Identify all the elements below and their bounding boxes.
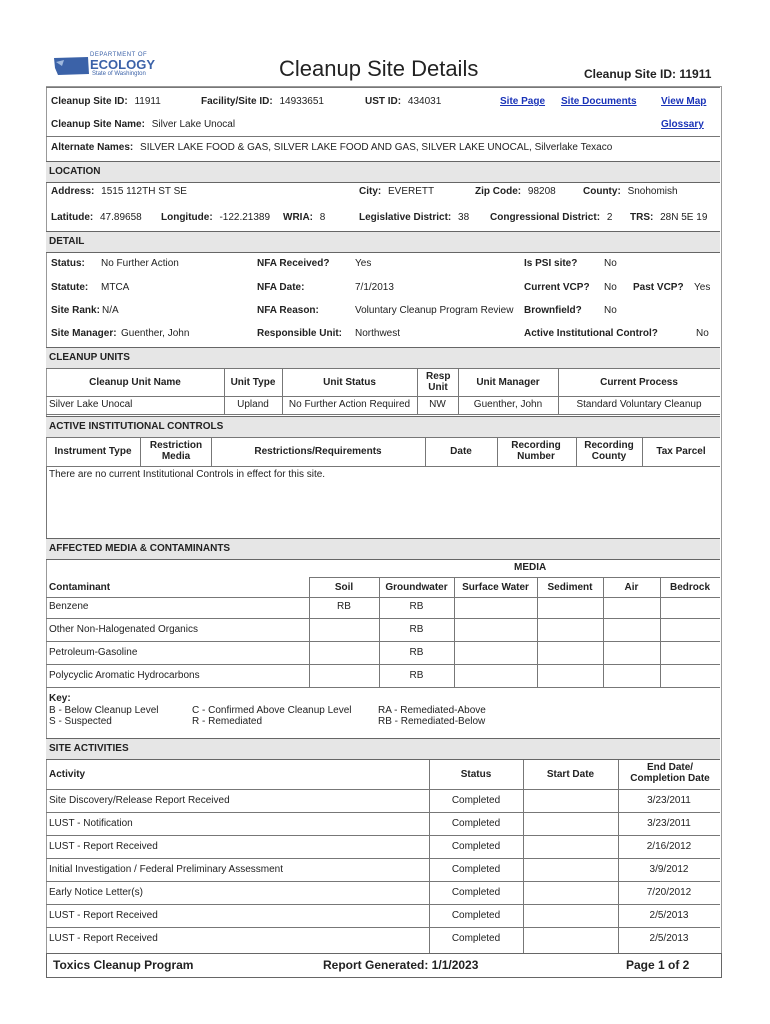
recording-county-header: Recording County — [584, 440, 634, 462]
site-documents-link[interactable]: Site Documents — [561, 96, 637, 107]
end-date-cell: 2/5/2013 — [649, 933, 689, 944]
county-value: Snohomish — [627, 186, 678, 197]
end-date-cell: 3/23/2011 — [647, 818, 691, 829]
alternate-names-value: SILVER LAKE FOOD & GAS, SILVER LAKE FOOD AND GAS, SILVER LAKE UNOCAL, Silverlake Texaco — [140, 142, 613, 153]
nfa-date-label: NFA Date: — [257, 282, 305, 293]
key-remediated: R - Remediated — [192, 716, 263, 727]
statute-label: Statute: — [51, 282, 89, 293]
activity-status-cell: Completed — [451, 818, 501, 829]
activity-status-cell: Completed — [451, 841, 501, 852]
resp-unit-cell: NW — [429, 399, 446, 410]
row-divider — [46, 904, 720, 905]
facility-id-value: 14933651 — [279, 96, 324, 107]
zip-value: 98208 — [527, 186, 556, 197]
key-suspected: S - Suspected — [49, 716, 112, 727]
site-page-link[interactable]: Site Page — [500, 96, 546, 107]
instrument-type-header: Instrument Type — [54, 446, 132, 457]
statute-value: MTCA — [101, 282, 130, 293]
facility-id-label: Facility/Site ID: — [201, 96, 273, 107]
activity-cell: Site Discovery/Release Report Received — [49, 795, 230, 806]
tax-parcel-header: Tax Parcel — [656, 446, 706, 457]
cleanup-unit-name-cell: Silver Lake Unocal — [49, 399, 133, 410]
report-generated: Report Generated: 1/1/2023 — [323, 958, 479, 972]
current-vcp-label: Current VCP? — [524, 282, 590, 293]
activity-cell: LUST - Report Received — [49, 841, 158, 852]
activity-cell: LUST - Notification — [49, 818, 133, 829]
surface-water-header: Surface Water — [462, 582, 529, 593]
status-value: No Further Action — [101, 258, 179, 269]
nfa-reason-value: Voluntary Cleanup Program Review — [355, 305, 514, 316]
activity-status-cell: Completed — [451, 933, 501, 944]
groundwater-cell: RB — [409, 601, 424, 612]
washington-map-icon — [52, 54, 92, 78]
nfa-date-value: 7/1/2013 — [355, 282, 394, 293]
groundwater-cell: RB — [409, 670, 424, 681]
end-date-cell: 3/23/2011 — [647, 795, 691, 806]
institutional-controls-section-header: ACTIVE INSTITUTIONAL CONTROLS — [46, 416, 720, 438]
end-date-cell: 2/16/2012 — [646, 841, 692, 852]
row-divider — [46, 881, 720, 882]
cleanup-site-id-field — [51, 96, 161, 107]
cleanup-site-id-label: Cleanup Site ID: — [51, 96, 128, 107]
recording-number-header: Recording Number — [511, 440, 561, 462]
site-name-value: Silver Lake Unocal — [151, 119, 236, 130]
start-date-header: Start Date — [546, 769, 595, 780]
activity-cell: LUST - Report Received — [49, 910, 158, 921]
cleanup-site-id-value: 11911 — [134, 96, 161, 107]
groundwater-cell: RB — [409, 624, 424, 635]
responsible-unit-label: Responsible Unit: — [257, 328, 343, 339]
unit-type-header: Unit Type — [230, 377, 276, 388]
soil-header: Soil — [334, 582, 354, 593]
key-below: B - Below Cleanup Level — [49, 705, 159, 716]
county-field — [583, 186, 678, 197]
nfa-reason-label: NFA Reason: — [257, 305, 319, 316]
congressional-district-field — [490, 212, 612, 223]
contaminant-cell: Other Non-Halogenated Organics — [49, 624, 198, 635]
activity-cell: LUST - Report Received — [49, 933, 158, 944]
media-group-header: MEDIA — [514, 562, 547, 573]
restriction-media-header: Restriction Media — [149, 440, 203, 462]
groundwater-cell: RB — [409, 647, 424, 658]
program-name: Toxics Cleanup Program — [53, 958, 194, 972]
page-title: Cleanup Site Details — [279, 56, 479, 81]
congressional-district-label: Congressional District: — [490, 212, 601, 223]
city-label: City: — [359, 186, 382, 197]
bedrock-header: Bedrock — [669, 582, 710, 593]
ust-id-field — [365, 96, 441, 107]
affected-media-section-header: AFFECTED MEDIA & CONTAMINANTS — [46, 538, 720, 560]
no-institutional-controls-text: There are no current Institutional Controls in effect for this site. — [49, 469, 326, 480]
latitude-field — [51, 212, 142, 223]
site-name-label: Cleanup Site Name: — [51, 119, 145, 130]
legislative-district-label: Legislative District: — [359, 212, 452, 223]
end-date-cell: 7/20/2012 — [646, 887, 692, 898]
logo-ecology-text: ECOLOGY — [90, 57, 156, 72]
site-manager-label: Site Manager: — [51, 328, 117, 339]
unit-type-cell: Upland — [237, 399, 269, 410]
row-divider — [46, 812, 720, 813]
trs-field — [630, 212, 707, 223]
city-field — [359, 186, 434, 197]
wria-label: WRIA: — [283, 212, 313, 223]
trs-label: TRS: — [630, 212, 654, 223]
unit-manager-cell: Guenther, John — [473, 399, 543, 410]
institutional-control-label: Active Institutional Control? — [524, 328, 658, 339]
contaminant-cell: Polycyclic Aromatic Hydrocarbons — [49, 670, 200, 681]
site-rank-value: N/A — [102, 305, 119, 316]
psi-site-value: No — [604, 258, 617, 269]
activity-cell: Early Notice Letter(s) — [49, 887, 143, 898]
activity-status-cell: Completed — [451, 910, 501, 921]
latitude-value: 47.89658 — [100, 212, 142, 223]
air-header: Air — [624, 582, 639, 593]
location-section-header: LOCATION — [46, 161, 720, 183]
activity-status-cell: Completed — [451, 887, 501, 898]
activity-cell: Initial Investigation / Federal Preliminary Assessment — [49, 864, 283, 875]
soil-cell: RB — [337, 601, 351, 612]
contaminant-cell: Benzene — [49, 601, 89, 612]
unit-status-header: Unit Status — [323, 377, 376, 388]
row-divider — [46, 835, 720, 836]
congressional-district-value: 2 — [606, 212, 613, 223]
past-vcp-value: Yes — [694, 282, 711, 293]
current-process-header: Current Process — [600, 377, 678, 388]
wria-value: 8 — [319, 212, 326, 223]
key-remediated-below: RB - Remediated-Below — [378, 716, 486, 727]
psi-site-label: Is PSI site? — [524, 258, 578, 269]
resp-unit-header: Resp Unit — [426, 371, 451, 393]
activity-status-header: Status — [460, 769, 492, 780]
unit-status-cell: No Further Action Required — [288, 399, 411, 410]
unit-manager-header: Unit Manager — [476, 377, 540, 388]
past-vcp-label: Past VCP? — [633, 282, 684, 293]
header-site-id: Cleanup Site ID: 11911 — [584, 67, 712, 81]
longitude-label: Longitude: — [161, 212, 213, 223]
glossary-link[interactable]: Glossary — [661, 119, 704, 130]
logo-dept-text: DEPARTMENT OF — [90, 52, 148, 58]
groundwater-header: Groundwater — [385, 582, 448, 593]
site-name-field — [51, 119, 235, 130]
facility-id-field — [201, 96, 324, 107]
logo-state-text: State of Washington — [92, 71, 146, 77]
institutional-control-value: No — [696, 328, 709, 339]
row-divider — [46, 858, 720, 859]
site-rank-label: Site Rank: — [51, 305, 100, 316]
nfa-received-value: Yes — [355, 258, 372, 269]
end-date-cell: 3/9/2012 — [649, 864, 689, 875]
contaminant-header: Contaminant — [49, 582, 111, 593]
city-value: EVERETT — [388, 186, 435, 197]
trs-value: 28N 5E 19 — [660, 212, 708, 223]
key-remediated-above: RA - Remediated-Above — [378, 705, 486, 716]
wria-field — [283, 212, 325, 223]
brownfield-label: Brownfield? — [524, 305, 582, 316]
ust-id-value: 434031 — [407, 96, 442, 107]
end-date-header: End Date/ Completion Date — [630, 762, 710, 784]
zip-label: Zip Code: — [475, 186, 522, 197]
row-divider — [46, 927, 720, 928]
ecology-logo — [52, 52, 156, 80]
ust-id-label: UST ID: — [365, 96, 402, 107]
alternate-names-label: Alternate Names: — [51, 142, 134, 153]
longitude-field — [161, 212, 270, 223]
activity-status-cell: Completed — [451, 795, 501, 806]
key-confirmed: C - Confirmed Above Cleanup Level — [192, 705, 352, 716]
view-map-link[interactable]: View Map — [661, 96, 707, 107]
detail-section-header: DETAIL — [46, 231, 720, 253]
responsible-unit-value: Northwest — [355, 328, 401, 339]
status-label: Status: — [51, 258, 85, 269]
contaminant-cell: Petroleum-Gasoline — [49, 647, 138, 658]
address-value: 1515 112TH ST SE — [101, 186, 187, 197]
nfa-received-label: NFA Received? — [257, 258, 330, 269]
end-date-cell: 2/5/2013 — [649, 910, 689, 921]
site-activities-section-header: SITE ACTIVITIES — [46, 738, 720, 760]
brownfield-value: No — [604, 305, 617, 316]
legislative-district-value: 38 — [458, 212, 470, 223]
activity-status-cell: Completed — [451, 864, 501, 875]
page-number: Page 1 of 2 — [626, 958, 690, 972]
ic-date-header: Date — [450, 446, 472, 457]
sediment-header: Sediment — [547, 582, 593, 593]
county-label: County: — [583, 186, 621, 197]
address-field — [51, 186, 187, 197]
legislative-district-field — [359, 212, 469, 223]
cleanup-units-section-header: CLEANUP UNITS — [46, 347, 720, 369]
zip-field — [475, 186, 556, 197]
key-title: Key: — [49, 693, 71, 704]
current-vcp-value: No — [604, 282, 617, 293]
latitude-label: Latitude: — [51, 212, 94, 223]
address-label: Address: — [51, 186, 95, 197]
alternate-names-field — [51, 142, 612, 153]
cleanup-unit-name-header: Cleanup Unit Name — [89, 377, 181, 388]
restrictions-requirements-header: Restrictions/Requirements — [254, 446, 382, 457]
site-manager-value: Guenther, John — [121, 328, 190, 339]
activity-header: Activity — [49, 769, 86, 780]
current-process-cell: Standard Voluntary Cleanup — [576, 399, 702, 410]
longitude-value: -122.21389 — [219, 212, 271, 223]
